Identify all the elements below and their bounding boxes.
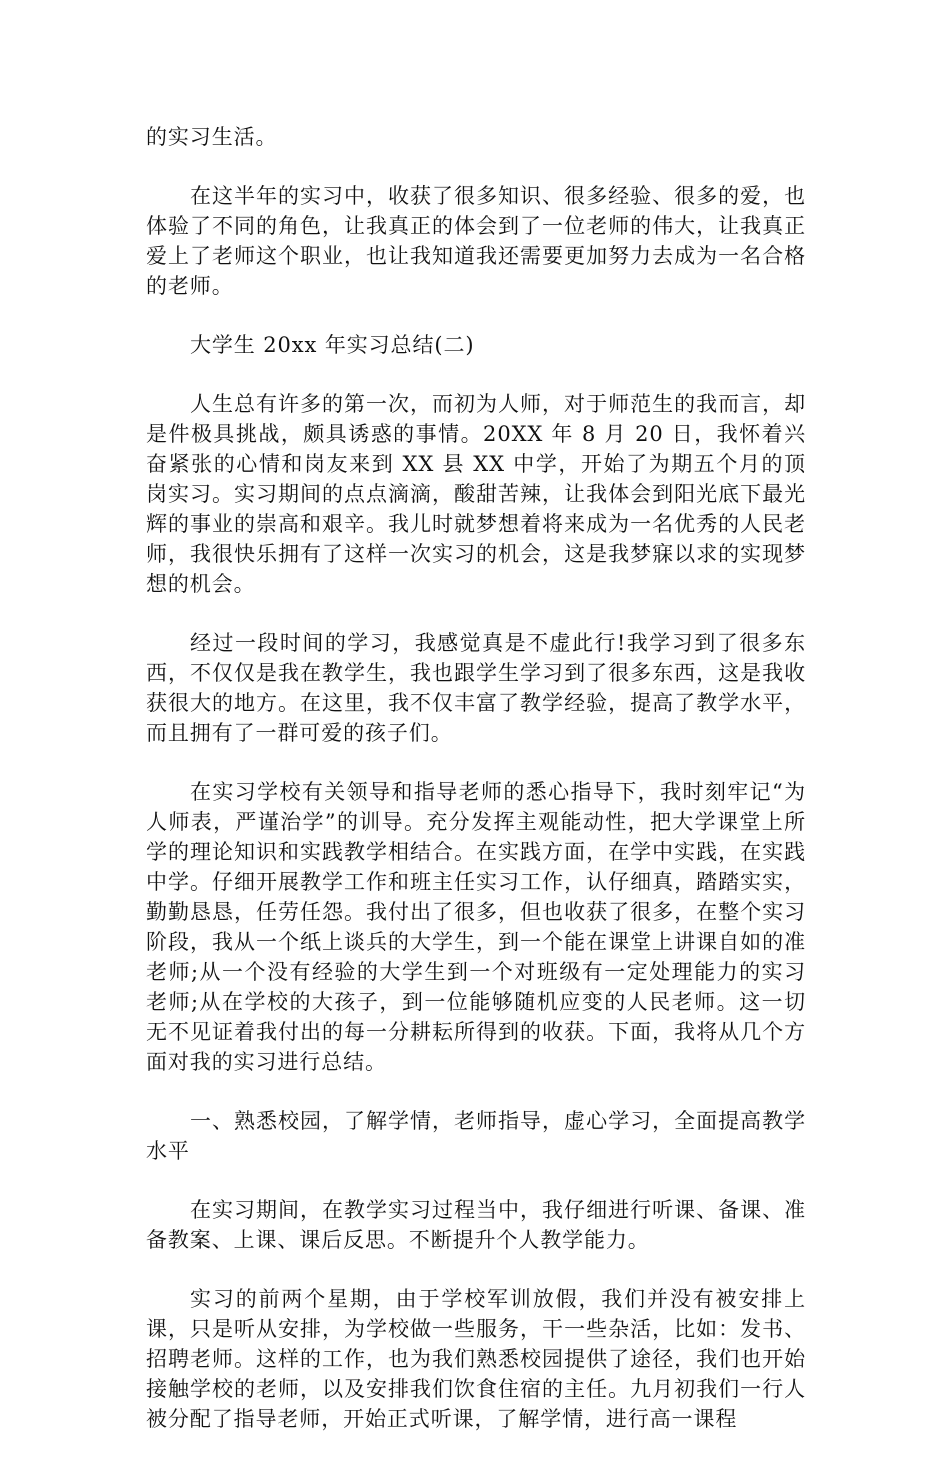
paragraph-guidance: 在实习学校有关领导和指导老师的悉心指导下，我时刻牢记“为人师表，严谨治学”的训导。充分发挥主观能动性，把大学课堂上所学的理论知识和实践教学相结合。在实践方面，在学中实践，在实践中学。仔细开展教学工作和班主任实习工作，认仔细真，踏踏实实，勤勤恳恳，任劳任怨。我付出了很多，但也收获了很多，在整个实习阶段，我从一个纸上谈兵的大学生，到一个能在课堂上讲课自如的准老师;从一个没有经验的大学生到一个对班级有一定处理能力的实习老师;从在学校的大孩子，到一位能够随机应变的人民老师。这一切无不见证着我付出的每一分耕耘所得到的收获。下面，我将从几个方面对我的实习进行总结。: [146, 780, 806, 1074]
paragraph-reflection: 在这半年的实习中，收获了很多知识、很多经验、很多的爱，也体验了不同的角色，让我真正的体会到了一位老师的伟大，让我真正爱上了老师这个职业，也让我知道我还需要更加努力去成为一名合格的老师。: [146, 184, 806, 298]
document-body: [146, 122, 806, 1463]
paragraph-first-weeks: 实习的前两个星期，由于学校军训放假，我们并没有被安排上课，只是听从安排，为学校做一些服务，干一些杂活，比如：发书、招聘老师。这样的工作，也为我们熟悉校园提供了途径，我们也开始接触学校的老师，以及安排我们饮食住宿的主任。九月初我们一行人被分配了指导老师，开始正式听课，了解学情，进行高一课程: [146, 1287, 806, 1431]
section-title: 大学生 20xx 年实习总结(二): [190, 333, 475, 357]
paragraph-continuation: 的实习生活。: [146, 125, 278, 149]
subsection-heading: 一、熟悉校园，了解学情，老师指导，虚心学习，全面提高教学水平: [146, 1109, 806, 1163]
paragraph-learning: 经过一段时间的学习，我感觉真是不虚此行!我学习到了很多东西，不仅仅是我在教学生，我也跟学生学习到了很多东西，这是我收获很大的地方。在这里，我不仅丰富了教学经验，提高了教学水平，而且拥有了一群可爱的孩子们。: [146, 631, 806, 745]
paragraph-teaching-practice: 在实习期间，在教学实习过程当中，我仔细进行听课、备课、准备教案、上课、课后反思。不断提升个人教学能力。: [146, 1198, 806, 1252]
paragraph-intro: 人生总有许多的第一次，而初为人师，对于师范生的我而言，却是件极具挑战，颇具诱惑的事情。20XX 年 8 月 20 日，我怀着兴奋紧张的心情和岗友来到 XX 县 XX 中学，开始了为期五个月的顶岗实习。实习期间的点点滴滴，酸甜苦辣，让我体会到阳光底下最光辉的事业的崇高和艰辛。我儿时就梦想着将来成为一名优秀的人民老师，我很快乐拥有了这样一次实习的机会，这是我梦寐以求的实现梦想的机会。: [146, 392, 806, 596]
